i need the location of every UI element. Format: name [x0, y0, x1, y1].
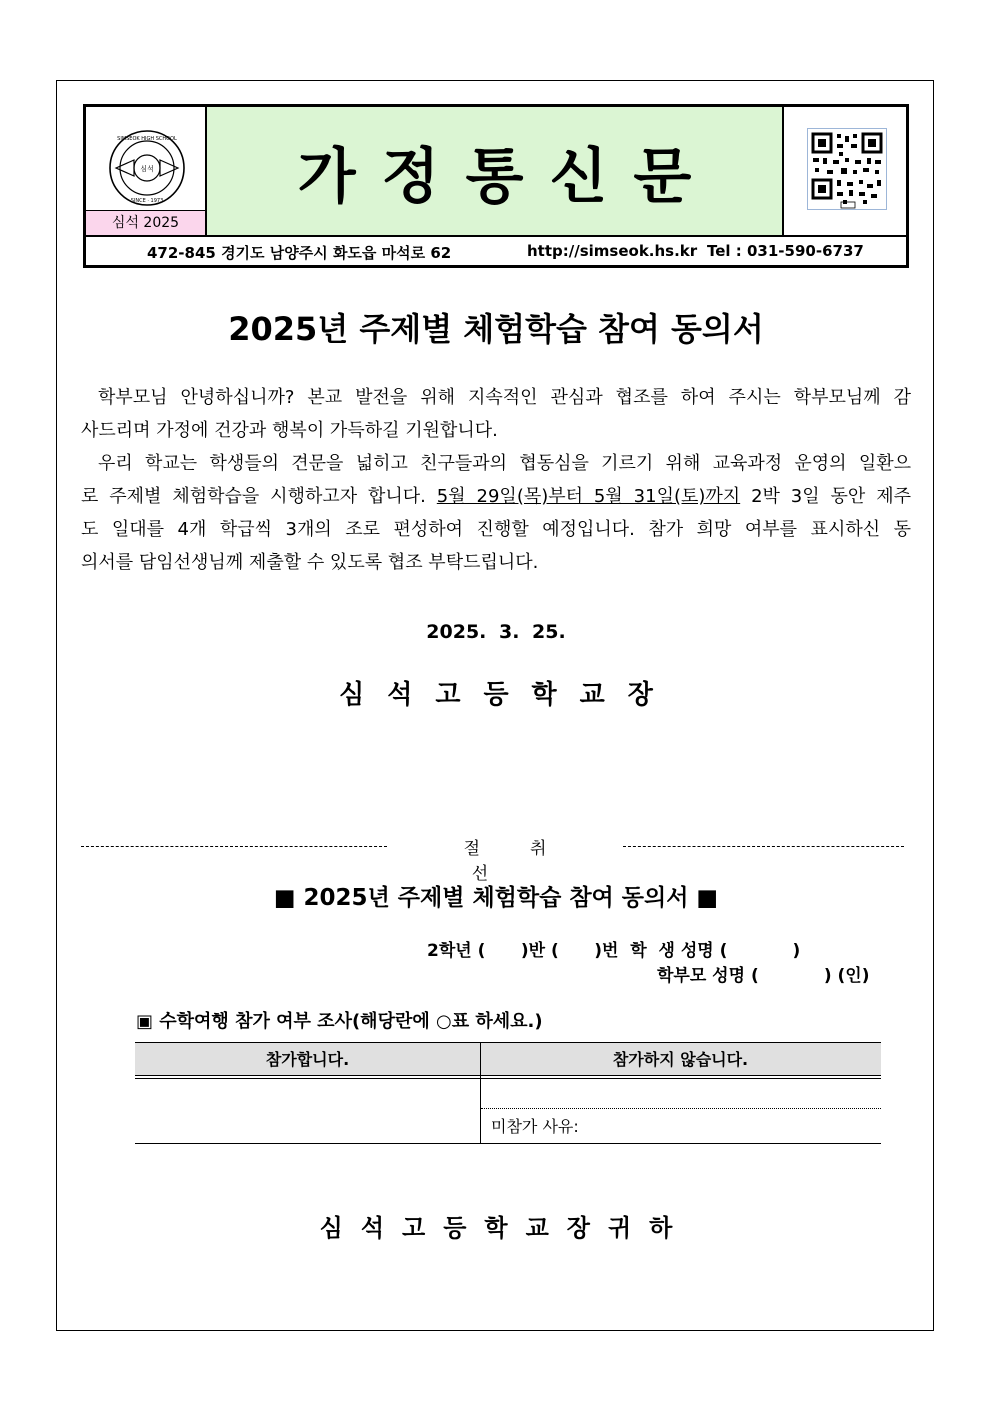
- qr-cell: [782, 107, 906, 235]
- form-title: ■ 2025년 주제별 체험학습 참여 동의서 ■: [273, 885, 719, 911]
- school-logo-cell: [86, 107, 207, 235]
- paragraph-1-line-1: 학부모님 안녕하십니까? 본교 발전을 위해 지속적인 관심과 협조를 하여 주시는 학부모님께 감: [98, 387, 911, 408]
- cut-line-label: 절취선: [463, 839, 597, 884]
- closing-address: 심석고등학교장귀하: [319, 1214, 691, 1242]
- paragraph-2-line-2: [81, 480, 911, 513]
- absence-reason-label: 미참가 사유:: [491, 1117, 579, 1136]
- issue-date: 2025. 3. 25.: [426, 621, 566, 643]
- table-bottom-rule: [135, 1143, 881, 1144]
- paragraph-1-line-2: 사드리며 가정에 건강과 행복이 가득하길 기원합니다.: [81, 420, 498, 441]
- cut-line-left: [81, 846, 387, 847]
- parent-name-line[interactable]: 학부모 성명 ( ) (인): [657, 966, 870, 986]
- dotted-divider: [481, 1108, 881, 1109]
- cut-line-right: [623, 846, 904, 847]
- paragraph-2-line-4: 의서를 담임선생님께 제출할 수 있도록 협조 부탁드립니다.: [81, 552, 539, 573]
- svg-text:SIMSEOK HIGH SCHOOL: SIMSEOK HIGH SCHOOL: [117, 136, 177, 142]
- school-emblem-icon: [108, 129, 186, 207]
- title-cell: [207, 107, 782, 235]
- logo-label: 심석 2025: [86, 210, 205, 235]
- svg-text:SINCE · 1973: SINCE · 1973: [130, 198, 164, 204]
- paragraph-2-line-2-end: 2박 3일 동안 제주: [740, 486, 911, 507]
- school-address: 472-845 경기도 남양주시 화도읍 마석로 62: [147, 244, 452, 262]
- document-title: 2025년 주제별 체험학습 참여 동의서: [228, 310, 764, 348]
- column-divider: [480, 1042, 481, 1144]
- newsletter-header: [83, 104, 909, 268]
- trip-dates: 5월 29일(목)부터 5월 31일(토)까지: [436, 486, 741, 507]
- header-double-rule: [135, 1075, 881, 1079]
- student-info-line[interactable]: 2학년 ( )반 ( )번 학 생 성명 ( ): [427, 941, 801, 961]
- svg-text:심석: 심석: [140, 165, 154, 173]
- paragraph-2-line-1: 우리 학교는 학생들의 견문을 넓히고 친구들과의 협동심을 기르기 위해 교육과정 운영의 일환으: [98, 453, 911, 474]
- school-website-link[interactable]: http://simseok.hs.kr: [527, 242, 698, 260]
- contact-info-row: [86, 235, 906, 265]
- participation-table: [135, 1042, 881, 1144]
- qr-code-icon[interactable]: [807, 128, 887, 210]
- paragraph-2-line-3: 도 일대를 4개 학급씩 3개의 조로 편성하여 진행할 예정입니다. 참가 희망 여부를 표시하신 동: [81, 519, 911, 540]
- survey-question: ▣ 수학여행 참가 여부 조사(해당란에 ○표 하세요.): [136, 1011, 543, 1032]
- column-header-not-attend: 참가하지 않습니다.: [480, 1042, 881, 1075]
- school-phone: Tel : 031-590-6737: [707, 242, 864, 260]
- newsletter-title: 가정통신문: [297, 142, 718, 212]
- column-header-attend: 참가합니다.: [135, 1042, 480, 1075]
- paragraph-2-line-2-start: 로 주제별 체험학습을 시행하고자 합니다.: [81, 486, 437, 507]
- principal-signature: 심석고등학교장: [339, 680, 676, 710]
